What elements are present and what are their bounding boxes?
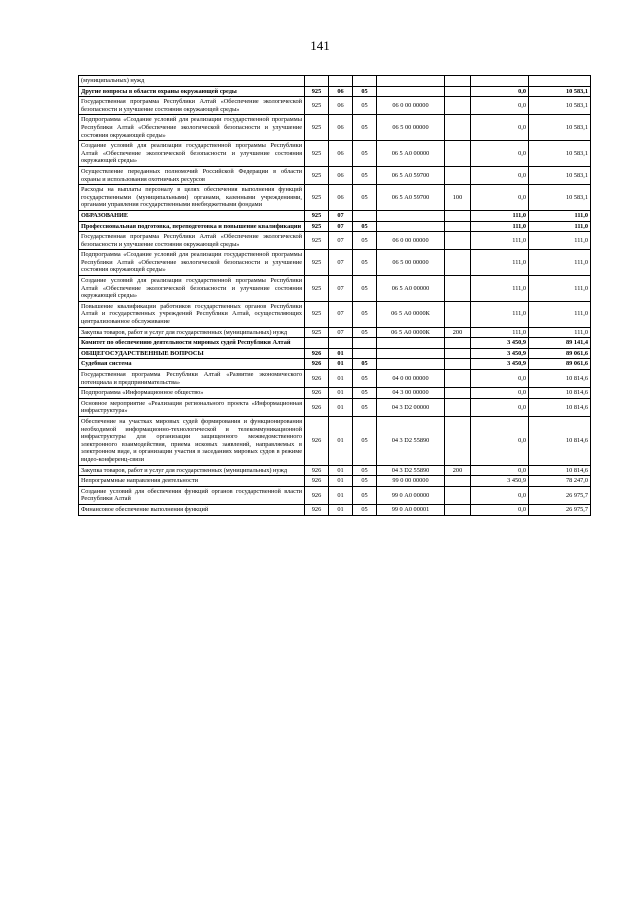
table-row [79, 141, 591, 167]
section-code-cell: 07 [329, 327, 353, 338]
ministry-code-cell [305, 76, 329, 87]
expense-type-cell [445, 486, 471, 504]
subsection-code-cell: 05 [353, 141, 377, 167]
amount-year2-cell: 10 814,6 [529, 388, 591, 399]
subsection-code-cell: 05 [353, 97, 377, 115]
amount-year1-cell: 0,0 [471, 185, 529, 211]
target-article-cell: 04 3 00 00000 [377, 388, 445, 399]
subsection-code-cell [353, 76, 377, 87]
expense-type-cell [445, 370, 471, 388]
expense-type-cell [445, 86, 471, 97]
ministry-code-cell: 925 [305, 232, 329, 250]
subsection-code-cell: 05 [353, 370, 377, 388]
section-code-cell [329, 76, 353, 87]
section-code-cell: 01 [329, 476, 353, 487]
expense-type-cell [445, 348, 471, 359]
item-name-cell: Подпрограмма «Создание условий для реализации государственной программы Республики Алтай «Обеспечение экологической безопасности и улучшение состояния окружающей среды» [79, 115, 305, 141]
amount-year2-cell: 111,0 [529, 221, 591, 232]
item-name-cell: Государственная программа Республики Алтай «Развитие экономического потенциала и предпринимательства» [79, 370, 305, 388]
ministry-code-cell: 926 [305, 465, 329, 476]
subsection-code-cell: 05 [353, 250, 377, 276]
target-article-cell [377, 76, 445, 87]
amount-year1-cell: 0,0 [471, 97, 529, 115]
item-name-cell: Финансовое обеспечение выполнения функций [79, 504, 305, 515]
expense-type-cell [445, 97, 471, 115]
item-name-cell: Комитет по обеспечению деятельности мировых судей Республики Алтай [79, 338, 305, 349]
item-name-cell: Осуществление переданных полномочий Российской Федерации в области охраны и использования охотничьих ресурсов [79, 166, 305, 184]
target-article-cell: 06 5 00 00000 [377, 115, 445, 141]
ministry-code-cell: 926 [305, 486, 329, 504]
table-row [79, 388, 591, 399]
ministry-code-cell: 925 [305, 276, 329, 302]
ministry-code-cell: 925 [305, 210, 329, 221]
subsection-code-cell: 05 [353, 185, 377, 211]
amount-year2-cell: 111,0 [529, 250, 591, 276]
subsection-code-cell: 05 [353, 276, 377, 302]
target-article-cell [377, 210, 445, 221]
amount-year2-cell: 10 814,6 [529, 416, 591, 465]
amount-year2-cell: 111,0 [529, 327, 591, 338]
amount-year1-cell: 111,0 [471, 221, 529, 232]
item-name-cell: Государственная программа Республики Алтай «Обеспечение экологической безопасности и улучшение состояния окружающей среды» [79, 232, 305, 250]
table-row [79, 76, 591, 87]
item-name-cell: Подпрограмма «Информационное общество» [79, 388, 305, 399]
table-row [79, 416, 591, 465]
section-code-cell: 01 [329, 504, 353, 515]
target-article-cell: 04 3 D2 55890 [377, 465, 445, 476]
expense-type-cell: 200 [445, 465, 471, 476]
subsection-code-cell: 05 [353, 476, 377, 487]
item-name-cell: (муниципальных) нужд [79, 76, 305, 87]
expense-type-cell [445, 388, 471, 399]
item-name-cell: Создание условий для реализации государственной программы Республики Алтай «Обеспечение экологической безопасности и улучшение состояния окружающей среды» [79, 141, 305, 167]
amount-year1-cell: 0,0 [471, 504, 529, 515]
section-code-cell: 01 [329, 398, 353, 416]
amount-year2-cell: 111,0 [529, 301, 591, 327]
amount-year2-cell: 78 247,0 [529, 476, 591, 487]
subsection-code-cell: 05 [353, 359, 377, 370]
section-code-cell: 06 [329, 141, 353, 167]
item-name-cell: Создание условий для реализации государственной программы Республики Алтай «Обеспечение экологической безопасности и улучшение состояния окружающей среды» [79, 276, 305, 302]
amount-year2-cell: 26 975,7 [529, 486, 591, 504]
table-row [79, 250, 591, 276]
amount-year1-cell: 0,0 [471, 370, 529, 388]
amount-year1-cell: 0,0 [471, 486, 529, 504]
amount-year2-cell: 10 814,6 [529, 465, 591, 476]
amount-year2-cell: 10 583,1 [529, 115, 591, 141]
expense-type-cell [445, 166, 471, 184]
page-number: 141 [310, 38, 330, 53]
subsection-code-cell: 05 [353, 465, 377, 476]
table-row [79, 210, 591, 221]
section-code-cell: 01 [329, 465, 353, 476]
section-code-cell: 01 [329, 370, 353, 388]
target-article-cell: 04 0 00 00000 [377, 370, 445, 388]
item-name-cell: Расходы на выплаты персоналу в целях обеспечения выполнения функций государственными (муниципальными) органами, казенными учреждениями, органами управления государственными внебюджетными фондами [79, 185, 305, 211]
ministry-code-cell: 926 [305, 388, 329, 399]
target-article-cell: 04 3 D2 55890 [377, 416, 445, 465]
amount-year1-cell: 0,0 [471, 166, 529, 184]
subsection-code-cell: 05 [353, 166, 377, 184]
ministry-code-cell: 925 [305, 250, 329, 276]
amount-year2-cell: 89 141,4 [529, 338, 591, 349]
table-row [79, 221, 591, 232]
amount-year1-cell: 0,0 [471, 86, 529, 97]
section-code-cell [329, 338, 353, 349]
expense-type-cell [445, 398, 471, 416]
amount-year2-cell: 111,0 [529, 210, 591, 221]
item-name-cell: ОБЩЕГОСУДАРСТВЕННЫЕ ВОПРОСЫ [79, 348, 305, 359]
table-row [79, 115, 591, 141]
item-name-cell: Закупка товаров, работ и услуг для государственных (муниципальных) нужд [79, 465, 305, 476]
amount-year1-cell: 3 450,9 [471, 359, 529, 370]
expense-type-cell [445, 250, 471, 276]
section-code-cell: 01 [329, 388, 353, 399]
table-row [79, 185, 591, 211]
amount-year1-cell: 0,0 [471, 398, 529, 416]
amount-year2-cell: 10 583,1 [529, 97, 591, 115]
table-row [79, 465, 591, 476]
item-name-cell: Повышение квалификации работников государственных органов Республики Алтай и государственных учреждений Республики Алтай, осуществляющих централизованное обслуживание [79, 301, 305, 327]
table-row [79, 476, 591, 487]
table-row [79, 232, 591, 250]
table-row [79, 86, 591, 97]
subsection-code-cell: 05 [353, 416, 377, 465]
ministry-code-cell: 925 [305, 86, 329, 97]
section-code-cell: 06 [329, 97, 353, 115]
table-row [79, 276, 591, 302]
ministry-code-cell: 926 [305, 504, 329, 515]
table-row [79, 398, 591, 416]
table-row [79, 301, 591, 327]
section-code-cell: 07 [329, 210, 353, 221]
expense-type-cell [445, 210, 471, 221]
subsection-code-cell: 05 [353, 486, 377, 504]
amount-year2-cell: 89 061,6 [529, 359, 591, 370]
target-article-cell [377, 86, 445, 97]
subsection-code-cell: 05 [353, 504, 377, 515]
target-article-cell: 06 5 00 00000 [377, 250, 445, 276]
subsection-code-cell: 05 [353, 301, 377, 327]
target-article-cell: 06 5 А0 0000К [377, 301, 445, 327]
table-row [79, 359, 591, 370]
expense-type-cell [445, 221, 471, 232]
subsection-code-cell: 05 [353, 398, 377, 416]
ministry-code-cell: 926 [305, 348, 329, 359]
table-row [79, 97, 591, 115]
target-article-cell: 06 0 00 00000 [377, 97, 445, 115]
section-code-cell: 07 [329, 276, 353, 302]
ministry-code-cell: 925 [305, 327, 329, 338]
target-article-cell: 99 0 А0 00000 [377, 486, 445, 504]
target-article-cell: 99 0 А0 00001 [377, 504, 445, 515]
section-code-cell: 01 [329, 359, 353, 370]
table-row [79, 348, 591, 359]
table-row [79, 370, 591, 388]
amount-year1-cell: 111,0 [471, 327, 529, 338]
ministry-code-cell: 926 [305, 416, 329, 465]
amount-year2-cell: 10 814,6 [529, 398, 591, 416]
subsection-code-cell [353, 210, 377, 221]
target-article-cell [377, 359, 445, 370]
item-name-cell: Закупка товаров, работ и услуг для государственных (муниципальных) нужд [79, 327, 305, 338]
amount-year2-cell: 10 583,1 [529, 185, 591, 211]
subsection-code-cell: 05 [353, 86, 377, 97]
amount-year2-cell: 10 814,6 [529, 370, 591, 388]
ministry-code-cell: 926 [305, 476, 329, 487]
expense-type-cell [445, 476, 471, 487]
subsection-code-cell: 05 [353, 388, 377, 399]
ministry-code-cell: 926 [305, 370, 329, 388]
table-row [79, 166, 591, 184]
amount-year2-cell: 26 975,7 [529, 504, 591, 515]
expense-type-cell [445, 276, 471, 302]
amount-year2-cell: 10 583,1 [529, 141, 591, 167]
section-code-cell: 06 [329, 86, 353, 97]
item-name-cell: Непрограммные направления деятельности [79, 476, 305, 487]
target-article-cell: 06 5 А0 59700 [377, 185, 445, 211]
target-article-cell [377, 348, 445, 359]
item-name-cell: ОБРАЗОВАНИЕ [79, 210, 305, 221]
section-code-cell: 06 [329, 185, 353, 211]
target-article-cell [377, 338, 445, 349]
amount-year1-cell: 111,0 [471, 250, 529, 276]
section-code-cell: 06 [329, 166, 353, 184]
ministry-code-cell: 926 [305, 398, 329, 416]
ministry-code-cell: 925 [305, 221, 329, 232]
target-article-cell [377, 221, 445, 232]
amount-year1-cell: 3 450,9 [471, 348, 529, 359]
expense-type-cell: 100 [445, 185, 471, 211]
amount-year1-cell: 111,0 [471, 276, 529, 302]
target-article-cell: 06 5 А0 00000 [377, 276, 445, 302]
target-article-cell: 04 3 D2 00000 [377, 398, 445, 416]
table-row [79, 327, 591, 338]
amount-year1-cell: 0,0 [471, 115, 529, 141]
expense-type-cell [445, 141, 471, 167]
ministry-code-cell: 926 [305, 359, 329, 370]
subsection-code-cell: 05 [353, 232, 377, 250]
amount-year2-cell: 111,0 [529, 276, 591, 302]
expense-type-cell [445, 338, 471, 349]
section-code-cell: 07 [329, 250, 353, 276]
expense-type-cell [445, 115, 471, 141]
amount-year2-cell: 89 061,6 [529, 348, 591, 359]
expense-type-cell [445, 416, 471, 465]
expense-type-cell: 200 [445, 327, 471, 338]
expense-type-cell [445, 301, 471, 327]
target-article-cell: 06 5 А0 00000 [377, 141, 445, 167]
section-code-cell: 01 [329, 486, 353, 504]
section-code-cell: 06 [329, 115, 353, 141]
target-article-cell: 06 5 А0 59700 [377, 166, 445, 184]
ministry-code-cell: 925 [305, 166, 329, 184]
subsection-code-cell [353, 348, 377, 359]
item-name-cell: Создание условий для обеспечения функций органов государственной власти Республики Алтай [79, 486, 305, 504]
budget-table [78, 75, 591, 516]
item-name-cell: Профессиональная подготовка, переподготовка и повышение квалификации [79, 221, 305, 232]
target-article-cell: 06 5 А0 0000К [377, 327, 445, 338]
amount-year1-cell: 0,0 [471, 416, 529, 465]
expense-type-cell [445, 504, 471, 515]
amount-year1-cell: 111,0 [471, 301, 529, 327]
item-name-cell: Подпрограмма «Создание условий для реализации государственной программы Республики Алтай «Обеспечение экологической безопасности и улучшение состояния окружающей среды» [79, 250, 305, 276]
ministry-code-cell [305, 338, 329, 349]
table-body [79, 76, 591, 516]
amount-year1-cell: 3 450,9 [471, 476, 529, 487]
target-article-cell: 06 0 00 00000 [377, 232, 445, 250]
ministry-code-cell: 925 [305, 185, 329, 211]
subsection-code-cell: 05 [353, 327, 377, 338]
amount-year1-cell: 0,0 [471, 141, 529, 167]
ministry-code-cell: 925 [305, 115, 329, 141]
amount-year1-cell: 111,0 [471, 232, 529, 250]
ministry-code-cell: 925 [305, 141, 329, 167]
subsection-code-cell: 05 [353, 221, 377, 232]
item-name-cell: Другие вопросы в области охраны окружающей среды [79, 86, 305, 97]
amount-year1-cell: 111,0 [471, 210, 529, 221]
target-article-cell: 99 0 00 00000 [377, 476, 445, 487]
section-code-cell: 07 [329, 301, 353, 327]
amount-year2-cell [529, 76, 591, 87]
amount-year1-cell: 0,0 [471, 388, 529, 399]
item-name-cell: Обеспечение на участках мировых судей формирования и функционирования необходимой информационно-технологической и телекоммуникационной инфраструктуры для организации защищенного межведомственного электронного взаимодействия, приема исковых заявлений, направляемых в электронном виде, и организации участия в заседаниях мировых судов в режиме видео-конференц-связи [79, 416, 305, 465]
expense-type-cell [445, 76, 471, 87]
expense-type-cell [445, 359, 471, 370]
section-code-cell: 01 [329, 348, 353, 359]
section-code-cell: 07 [329, 221, 353, 232]
subsection-code-cell [353, 338, 377, 349]
item-name-cell: Государственная программа Республики Алтай «Обеспечение экологической безопасности и улучшение состояния окружающей среды» [79, 97, 305, 115]
amount-year2-cell: 111,0 [529, 232, 591, 250]
table-row [79, 338, 591, 349]
expense-type-cell [445, 232, 471, 250]
item-name-cell: Судебная система [79, 359, 305, 370]
amount-year2-cell: 10 583,1 [529, 86, 591, 97]
amount-year2-cell: 10 583,1 [529, 166, 591, 184]
amount-year1-cell: 0,0 [471, 465, 529, 476]
section-code-cell: 07 [329, 232, 353, 250]
table-row [79, 486, 591, 504]
table-row [79, 504, 591, 515]
section-code-cell: 01 [329, 416, 353, 465]
item-name-cell: Основное мероприятие «Реализация регионального проекта «Информационная инфраструктура» [79, 398, 305, 416]
subsection-code-cell: 05 [353, 115, 377, 141]
amount-year1-cell [471, 76, 529, 87]
ministry-code-cell: 925 [305, 97, 329, 115]
ministry-code-cell: 925 [305, 301, 329, 327]
amount-year1-cell: 3 450,9 [471, 338, 529, 349]
